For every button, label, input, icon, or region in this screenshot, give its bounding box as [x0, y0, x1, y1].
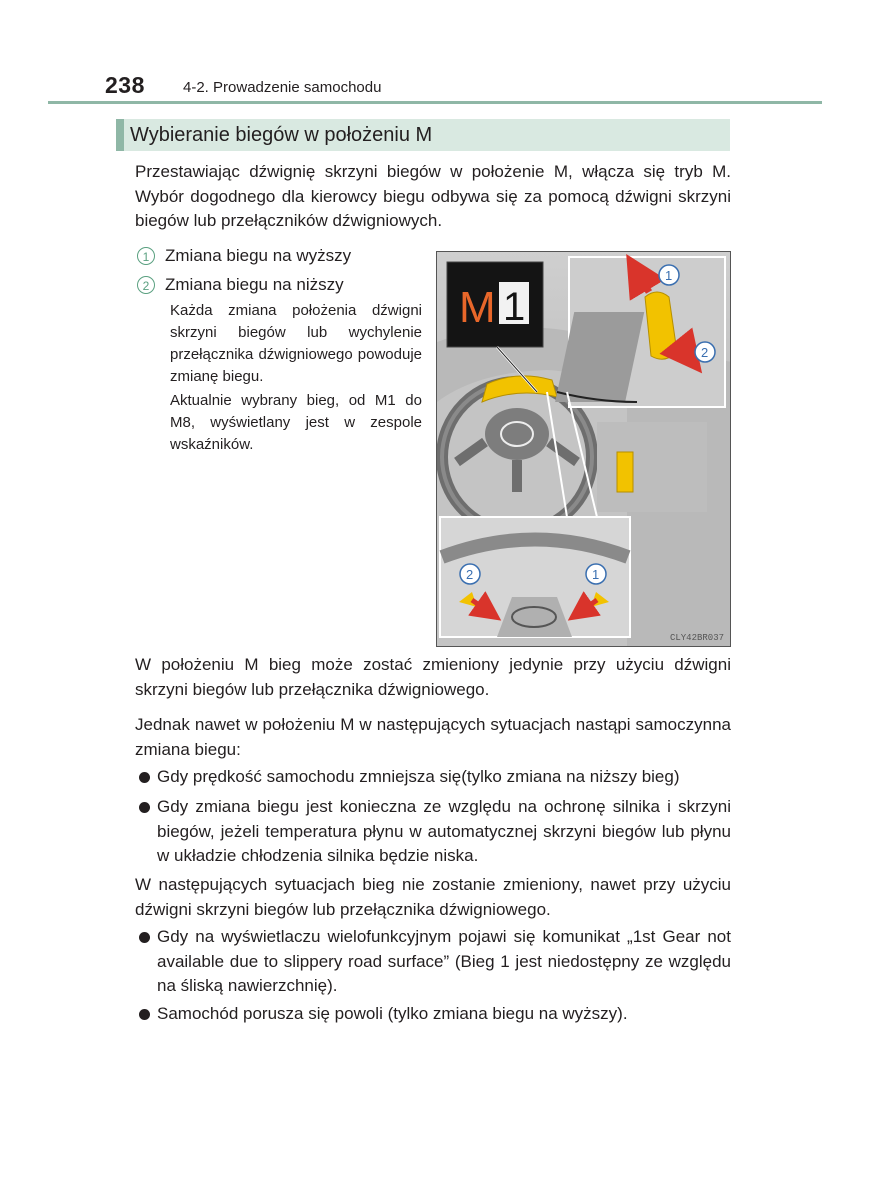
list-item: Gdy prędkość samochodu zmniejsza się(tylko zmiana na niższy bieg) — [137, 765, 731, 790]
bullet-icon — [139, 932, 150, 943]
chapter-title: 4-2. Prowadzenie samochodu — [183, 79, 382, 96]
header-divider — [48, 101, 822, 104]
figure-code: CLY42BR037 — [669, 633, 724, 643]
legend-item-downshift — [137, 273, 344, 297]
callout-down: 2 — [701, 345, 709, 360]
section-heading: Wybieranie biegów w położeniu M — [116, 119, 730, 151]
callout-up: 1 — [665, 268, 673, 283]
paragraph-no-change: W następujących sytuacjach bieg nie zostanie zmieniony, nawet przy użyciu dźwigni skrzyni biegów lub przełącznika dźwigniowego. — [135, 875, 731, 919]
list-item: Samochód porusza się powoli (tylko zmiana biegu na wyższy). — [137, 1002, 731, 1027]
intro-paragraph: Przestawiając dźwignię skrzyni biegów w położenie M, włącza się tryb M. Wybór dogodnego dla kierowcy biegu odbywa się za pomocą dźwigni skrzyni biegów lub przełączników dźwigniowych. — [135, 162, 731, 230]
page-number: 238 — [105, 72, 145, 98]
legend-label: Zmiana biegu na wyższy — [165, 246, 352, 265]
paragraph-automatic-change: Jednak nawet w położeniu M w następujących sytuacjach nastąpi samoczynna zmiana biegu: — [135, 715, 731, 759]
number-2-icon: 2 — [137, 276, 155, 294]
paddle-inset — [440, 517, 630, 637]
note-gear-display: Aktualnie wybrany bieg, od M1 do M8, wyświetlany jest w zespole wskaźników. — [170, 392, 422, 453]
paragraph-m-position: W położeniu M bieg może zostać zmieniony jedynie przy użyciu dźwigni skrzyni biegów lub przełącznika dźwigniowego. — [135, 655, 731, 699]
gear-number: 1 — [503, 285, 526, 329]
legend-item-upshift — [137, 244, 351, 268]
shift-illustration — [436, 251, 731, 647]
bullet-icon — [139, 772, 150, 783]
cockpit-illustration — [437, 252, 731, 647]
bullet-icon — [139, 802, 150, 813]
list-item: Gdy na wyświetlaczu wielofunkcyjnym pojawi się komunikat „1st Gear not available due to slippery road surface” (Bieg 1 jest niedostępny ze względu na śliską nawierzchnię). — [137, 925, 731, 999]
legend-label: Zmiana biegu na niższy — [165, 275, 344, 294]
paddle-callout-up: 1 — [592, 567, 600, 582]
bullet-icon — [139, 1009, 150, 1020]
list-item: Gdy zmiana biegu jest konieczna ze względu na ochronę silnika i skrzyni biegów, jeżeli temperatura płynu w automatycznej skrzyni biegów lub płynu w układzie chłodzenia silnika będzie niska. — [137, 795, 731, 869]
shifter-inset — [555, 257, 725, 407]
number-1-icon: 1 — [137, 247, 155, 265]
gear-mode-letter: M — [459, 283, 496, 332]
paddle-callout-down: 2 — [466, 567, 474, 582]
note-shift-change: Każda zmiana położenia dźwigni skrzyni biegów lub wychylenie przełącznika dźwigniowego powoduje zmianę biegu. — [170, 302, 422, 385]
